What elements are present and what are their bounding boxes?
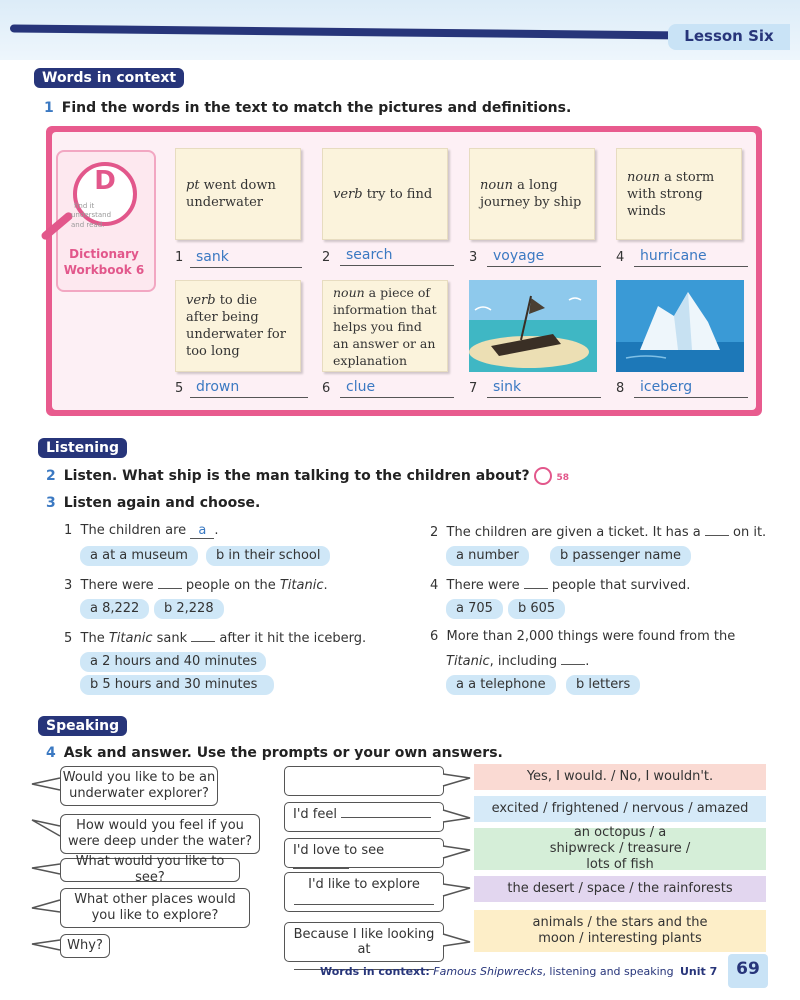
speech-bubble-2: How would you feel if you were deep under the water? bbox=[60, 814, 260, 854]
prompt-box-2: excited / frightened / nervous / amazed bbox=[474, 796, 766, 822]
shipwreck-picture bbox=[469, 280, 597, 372]
response-box-4[interactable]: I'd like to explore bbox=[284, 872, 444, 912]
definition-card-3: noun a long journey by ship bbox=[469, 148, 595, 240]
speech-bubble-3: What would you like to see? bbox=[60, 858, 240, 882]
answer-blank-5[interactable] bbox=[191, 629, 215, 642]
listening-item-2: 2 The children are given a ticket. It has a on it. bbox=[430, 525, 767, 540]
answer-field-2[interactable]: search bbox=[340, 247, 454, 266]
answer-num-6: 6 bbox=[322, 381, 331, 396]
answer-num-4: 4 bbox=[616, 250, 625, 265]
question-3: 3 Listen again and choose. bbox=[46, 495, 261, 511]
response-box-3[interactable]: I'd love to see bbox=[284, 838, 444, 868]
speech-bubble-1: Would you like to be an underwater explorer? bbox=[60, 766, 218, 806]
speech-bubble-5: Why? bbox=[60, 934, 110, 958]
instruction-1: 1 Find the words in the text to match the pictures and definitions. bbox=[44, 100, 572, 116]
answer-num-7: 7 bbox=[469, 381, 478, 396]
response-box-5[interactable]: Because I like looking at bbox=[284, 922, 444, 962]
option-6b[interactable]: b letters bbox=[566, 675, 640, 695]
option-4b[interactable]: b 605 bbox=[508, 599, 565, 619]
dictionary-letter: D bbox=[94, 166, 116, 196]
definition-card-6: noun a piece of information that helps you find an answer or an explanation bbox=[322, 280, 448, 372]
page-number: 69 bbox=[736, 959, 760, 979]
listening-item-6-line2: Titanic, including . bbox=[446, 654, 590, 669]
definition-card-5: verb to die after being underwater for too long bbox=[175, 280, 301, 372]
footer-caption: Words in context: Famous Shipwrecks, listening and speaking bbox=[320, 965, 674, 978]
answer-field-7[interactable]: sink bbox=[487, 379, 601, 398]
dictionary-small-1: find it bbox=[74, 202, 95, 210]
iceberg-picture bbox=[616, 280, 744, 372]
prompt-box-4: the desert / space / the rainforests bbox=[474, 876, 766, 902]
shipwreck-image bbox=[469, 280, 597, 372]
listening-item-4: 4 There were people that survived. bbox=[430, 578, 691, 593]
listening-item-5: 5 The Titanic sank after it hit the iceberg. bbox=[64, 631, 367, 646]
section-label-listening: Listening bbox=[38, 438, 127, 458]
option-3b[interactable]: b 2,228 bbox=[154, 599, 224, 619]
dictionary-small-3: and read. bbox=[71, 221, 105, 229]
option-5a[interactable]: a 2 hours and 40 minutes bbox=[80, 652, 266, 672]
answer-blank-2[interactable] bbox=[705, 523, 729, 536]
answer-blank-1[interactable]: a bbox=[190, 523, 214, 539]
footer-unit: Unit 7 bbox=[680, 965, 718, 978]
section-label-speaking: Speaking bbox=[38, 716, 127, 736]
question-2: 2 Listen. What ship is the man talking to the children about? 58 bbox=[46, 468, 569, 484]
prompt-box-1: Yes, I would. / No, I wouldn't. bbox=[474, 764, 766, 790]
option-2b[interactable]: b passenger name bbox=[550, 546, 691, 566]
option-1b[interactable]: b in their school bbox=[206, 546, 330, 566]
section-label-words-in-context: Words in context bbox=[34, 68, 184, 88]
answer-field-6[interactable]: clue bbox=[340, 379, 454, 398]
answer-num-1: 1 bbox=[175, 250, 184, 265]
answer-num-2: 2 bbox=[322, 250, 331, 265]
option-1a[interactable]: a at a museum bbox=[80, 546, 198, 566]
prompt-box-5: animals / the stars and the moon / interesting plants bbox=[474, 910, 766, 952]
speech-bubble-4: What other places would you like to explore? bbox=[60, 888, 250, 928]
answer-blank-6[interactable] bbox=[561, 652, 585, 665]
option-6a[interactable]: a a telephone bbox=[446, 675, 556, 695]
answer-field-5[interactable]: drown bbox=[190, 379, 308, 398]
answer-field-1[interactable]: sank bbox=[190, 249, 302, 268]
answer-num-5: 5 bbox=[175, 381, 184, 396]
dictionary-small-2: understand bbox=[71, 211, 112, 219]
bubble-tails bbox=[30, 770, 62, 960]
definition-card-4: noun a storm with strong winds bbox=[616, 148, 742, 240]
listening-item-3: 3 There were people on the Titanic. bbox=[64, 578, 328, 593]
option-2a[interactable]: a number bbox=[446, 546, 529, 566]
answer-blank-4[interactable] bbox=[524, 576, 548, 589]
listening-item-6: 6 More than 2,000 things were found from the bbox=[430, 629, 736, 644]
option-3a[interactable]: a 8,222 bbox=[80, 599, 149, 619]
prompt-box-3: an octopus / a shipwreck / treasure / lots of fish bbox=[474, 828, 766, 870]
audio-icon[interactable] bbox=[534, 467, 552, 485]
dictionary-label: Dictionary Workbook 6 bbox=[63, 247, 145, 277]
response-box-1[interactable] bbox=[284, 766, 444, 796]
definition-card-1: pt went down underwater bbox=[175, 148, 301, 240]
listening-item-1: 1 The children are a . bbox=[64, 523, 219, 538]
answer-blank-3[interactable] bbox=[158, 576, 182, 589]
answer-num-3: 3 bbox=[469, 250, 478, 265]
question-4: 4 Ask and answer. Use the prompts or your own answers. bbox=[46, 745, 503, 761]
response-tails bbox=[442, 766, 474, 962]
iceberg-image bbox=[616, 280, 744, 372]
option-5b[interactable]: b 5 hours and 30 minutes bbox=[80, 675, 274, 695]
answer-field-4[interactable]: hurricane bbox=[634, 248, 748, 267]
answer-field-3[interactable]: voyage bbox=[487, 248, 601, 267]
answer-num-8: 8 bbox=[616, 381, 625, 396]
definition-card-2: verb try to find bbox=[322, 148, 448, 240]
response-box-2[interactable]: I'd feel bbox=[284, 802, 444, 832]
lesson-title: Lesson Six bbox=[684, 27, 774, 45]
option-4a[interactable]: a 705 bbox=[446, 599, 503, 619]
answer-field-8[interactable]: iceberg bbox=[634, 379, 748, 398]
